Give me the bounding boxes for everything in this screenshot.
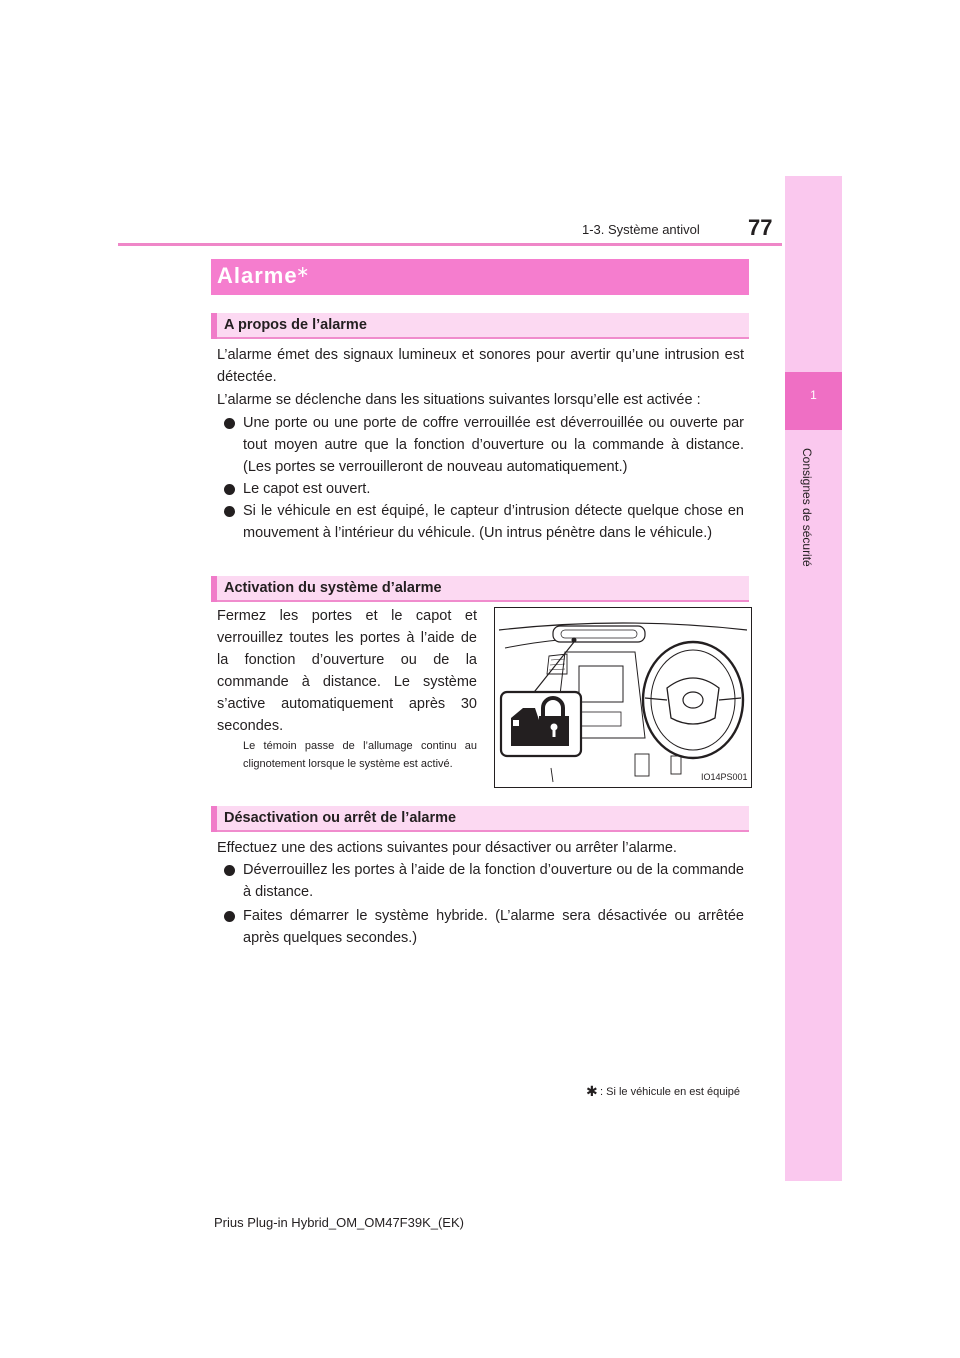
footnote-asterisk-icon: ✱ [586,1083,598,1099]
activation-text: Fermez les portes et le capot et verrouillez toutes les portes à l’aide de la fonction d’ouverture ou de la commande à distance. Le système s’active automatiquement après 30 secondes. [217,608,477,734]
bullet-icon [224,506,235,517]
footer-document-id: Prius Plug-in Hybrid_OM_OM47F39K_(EK) [214,1215,464,1230]
about-intro: L’alarme émet des signaux lumineux et sonores pour avertir qu’une intrusion est détectée. [217,347,744,385]
bullet-icon [224,911,235,922]
list-item: Le capot est ouvert. [243,481,371,497]
activation-note: Le témoin passe de l’allumage continu au clignotement lorsque le système est activé. [243,740,477,770]
side-tab [785,176,842,1181]
list-item: Une porte ou une porte de coffre verrouillée est déverrouillée ou ouverte par tout moyen autre que la fonction d’ouverture ou la commande à distance. (Les portes se verrouilleront de nouveau automatiquement.) [243,415,744,475]
section-heading-marker [211,806,217,832]
dashboard-drawing [495,608,751,787]
section-heading-marker [211,313,217,339]
chapter-number: 1 [810,388,817,402]
section-heading-activation: Activation du système d’alarme [224,580,442,596]
bullet-icon [224,484,235,495]
bullet-icon [224,418,235,429]
title-asterisk: ∗ [296,264,310,281]
footnote: : Si le véhicule en est équipé [600,1086,741,1098]
illustration-code: IO14PS001 [701,772,748,782]
dashboard-illustration [494,607,752,788]
page-number: 77 [748,215,773,240]
header-rule [118,243,782,246]
section-reference: 1-3. Système antivol [582,222,700,237]
section-heading-about: A propos de l’alarme [224,317,367,333]
deactivation-intro: Effectuez une des actions suivantes pour désactiver ou arrêter l’alarme. [217,840,677,856]
page-title: Alarme [217,263,298,288]
list-item: Si le véhicule en est équipé, le capteur d’intrusion détecte quelque chose en mouvement à l’intérieur du véhicule. (Un intrus pénètre dans le véhicule.) [243,503,744,541]
list-item: Déverrouillez les portes à l’aide de la fonction d’ouverture ou de la commande à distance. [243,862,744,900]
bullet-icon [224,865,235,876]
section-heading-marker [211,576,217,602]
section-heading-deactivation: Désactivation ou arrêt de l’alarme [224,810,457,826]
chapter-title: Consignes de sécurité [800,448,814,567]
list-item: Faites démarrer le système hybride. (L’alarme sera désactivée ou arrêtée après quelques secondes.) [243,908,744,946]
about-triggers-intro: L’alarme se déclenche dans les situations suivantes lorsqu’elle est activée : [217,392,701,408]
